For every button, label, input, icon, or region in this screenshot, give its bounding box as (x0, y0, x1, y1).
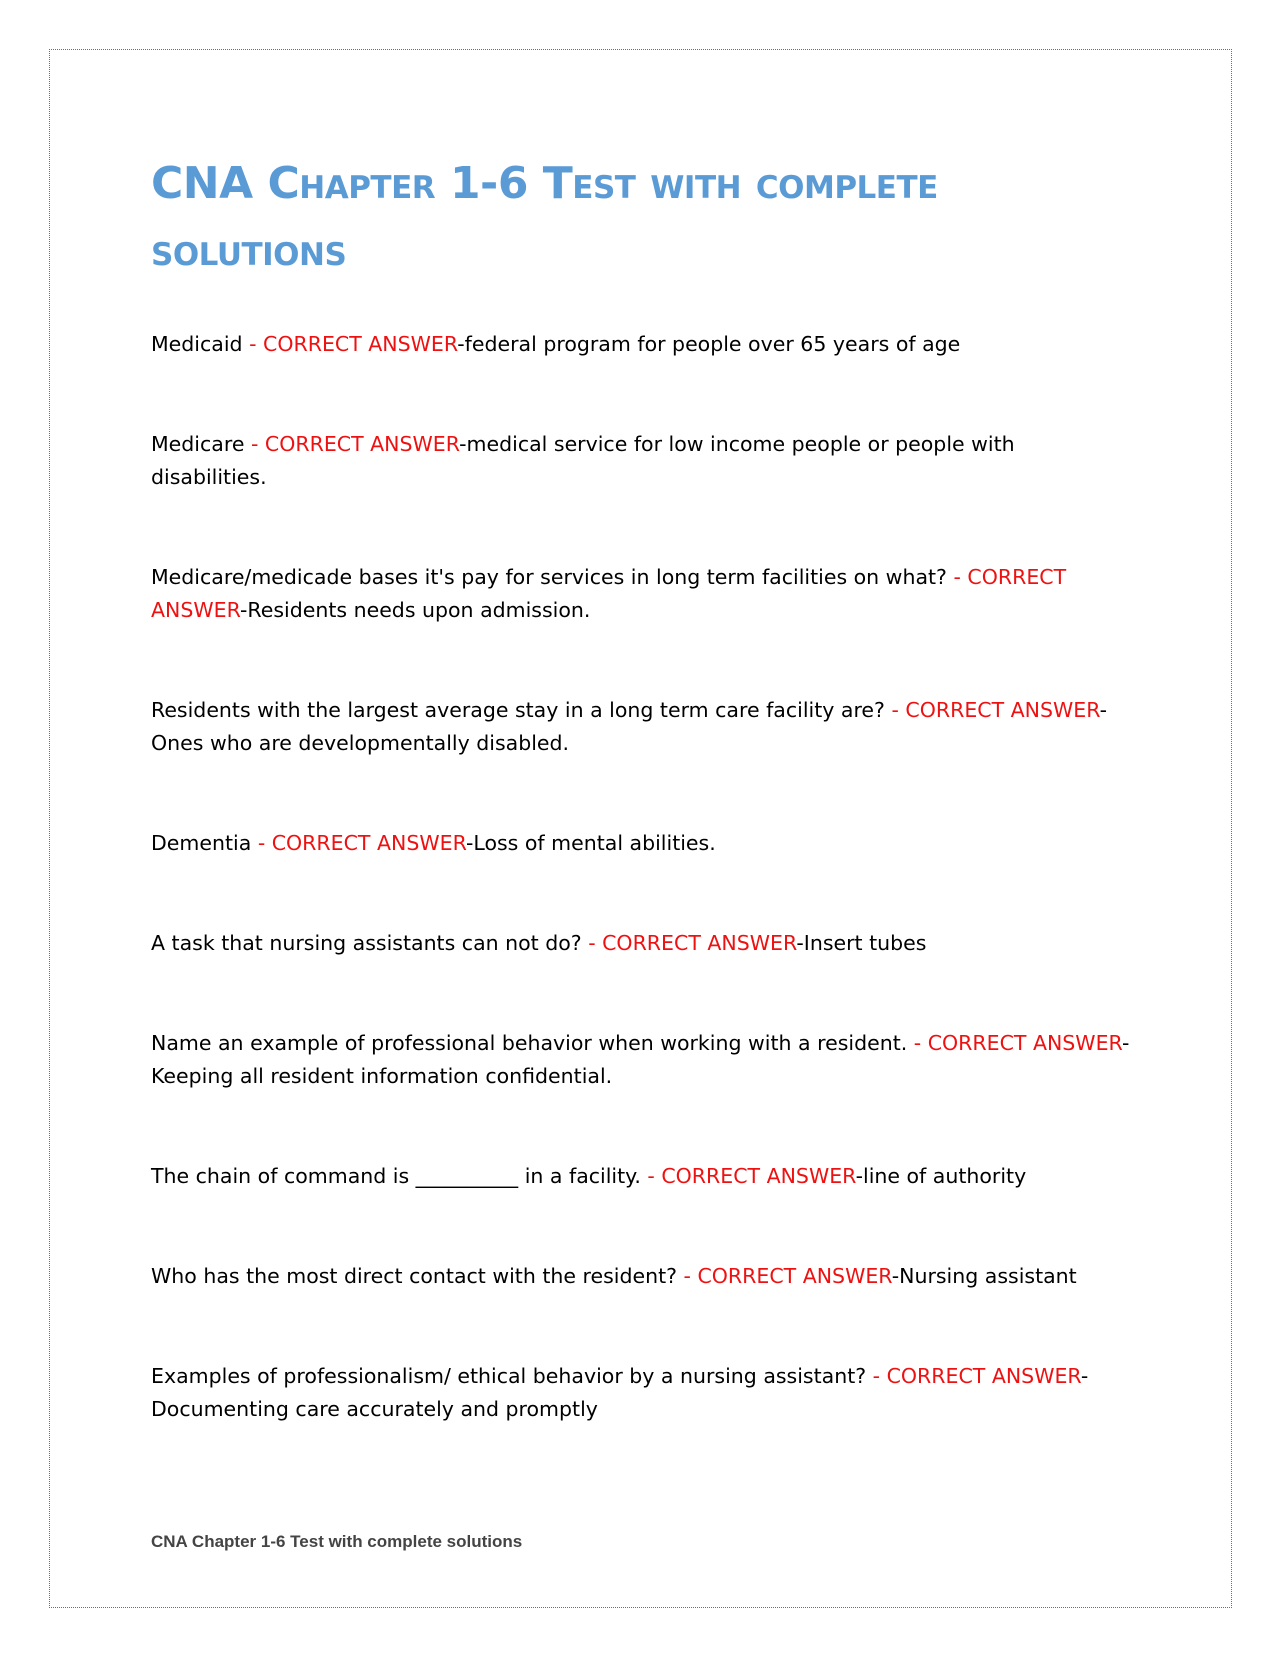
correct-answer-marker: - CORRECT ANSWER (249, 332, 458, 356)
qa-item (151, 694, 1131, 760)
qa-item (151, 1360, 1131, 1426)
correct-answer-marker: - CORRECT ANSWER (250, 432, 460, 456)
correct-answer-marker: - CORRECT ANSWER (891, 698, 1100, 722)
question-text: A task that nursing assistants can not do? (151, 931, 582, 955)
document-body (151, 150, 1131, 1493)
qa-item (151, 1027, 1131, 1093)
answer-separator: - (855, 1164, 863, 1188)
qa-list (151, 328, 1131, 1426)
correct-answer-marker: - CORRECT ANSWER (913, 1031, 1122, 1055)
qa-item (151, 927, 1131, 960)
page-footer: CNA Chapter 1-6 Test with complete solutions (151, 1532, 523, 1551)
answer-separator: - (1080, 1364, 1089, 1388)
question-text: Name an example of professional behavior when working with a resident. (151, 1031, 908, 1055)
qa-item (151, 827, 1131, 860)
answer-text: Loss of mental abilities. (473, 831, 716, 855)
correct-answer-marker: - CORRECT ANSWER (257, 831, 466, 855)
answer-text: line of authority (863, 1164, 1027, 1188)
question-text: Who has the most direct contact with the resident? (151, 1264, 678, 1288)
document-title: CNA Chapter 1-6 Test with complete solutions (151, 158, 938, 276)
question-text: Medicare/medicade bases it's pay for services in long term facilities on what? (151, 565, 947, 589)
answer-text: Nursing assistant (899, 1264, 1077, 1288)
answer-text: Documenting care accurately and promptly (151, 1397, 598, 1421)
answer-separator: - (796, 931, 804, 955)
answer-text: medical service for low income people or people with disabilities. (151, 432, 1015, 489)
question-text: Residents with the largest average stay in a long term care facility are? (151, 698, 885, 722)
answer-separator: - (457, 332, 465, 356)
question-text: Examples of professionalism/ ethical behavior by a nursing assistant? (151, 1364, 867, 1388)
correct-answer-marker: - CORRECT ANSWER (151, 565, 1067, 622)
correct-answer-marker: - CORRECT ANSWER (588, 931, 797, 955)
qa-item (151, 1260, 1131, 1293)
question-text: Medicaid (151, 332, 243, 356)
answer-separator: - (1121, 1031, 1130, 1055)
answer-separator: - (240, 598, 248, 622)
question-text: Dementia (151, 831, 252, 855)
correct-answer-marker: - CORRECT ANSWER (683, 1264, 892, 1288)
correct-answer-marker: - CORRECT ANSWER (872, 1364, 1081, 1388)
answer-text: federal program for people over 65 years of age (464, 332, 961, 356)
qa-item (151, 561, 1131, 627)
answer-separator: - (891, 1264, 900, 1288)
answer-text: Insert tubes (803, 931, 927, 955)
question-text: The chain of command is __________ in a facility. (151, 1164, 641, 1188)
qa-item (151, 328, 1131, 361)
answer-separator: - (459, 432, 467, 456)
answer-separator: - (1099, 698, 1108, 722)
qa-item (151, 1160, 1131, 1193)
answer-text: Residents needs upon admission. (247, 598, 591, 622)
answer-text: Ones who are developmentally disabled. (151, 731, 570, 755)
correct-answer-marker: - CORRECT ANSWER (647, 1164, 856, 1188)
answer-text: Keeping all resident information confidential. (151, 1064, 613, 1088)
qa-item (151, 428, 1131, 494)
question-text: Medicare (151, 432, 245, 456)
answer-separator: - (465, 831, 474, 855)
